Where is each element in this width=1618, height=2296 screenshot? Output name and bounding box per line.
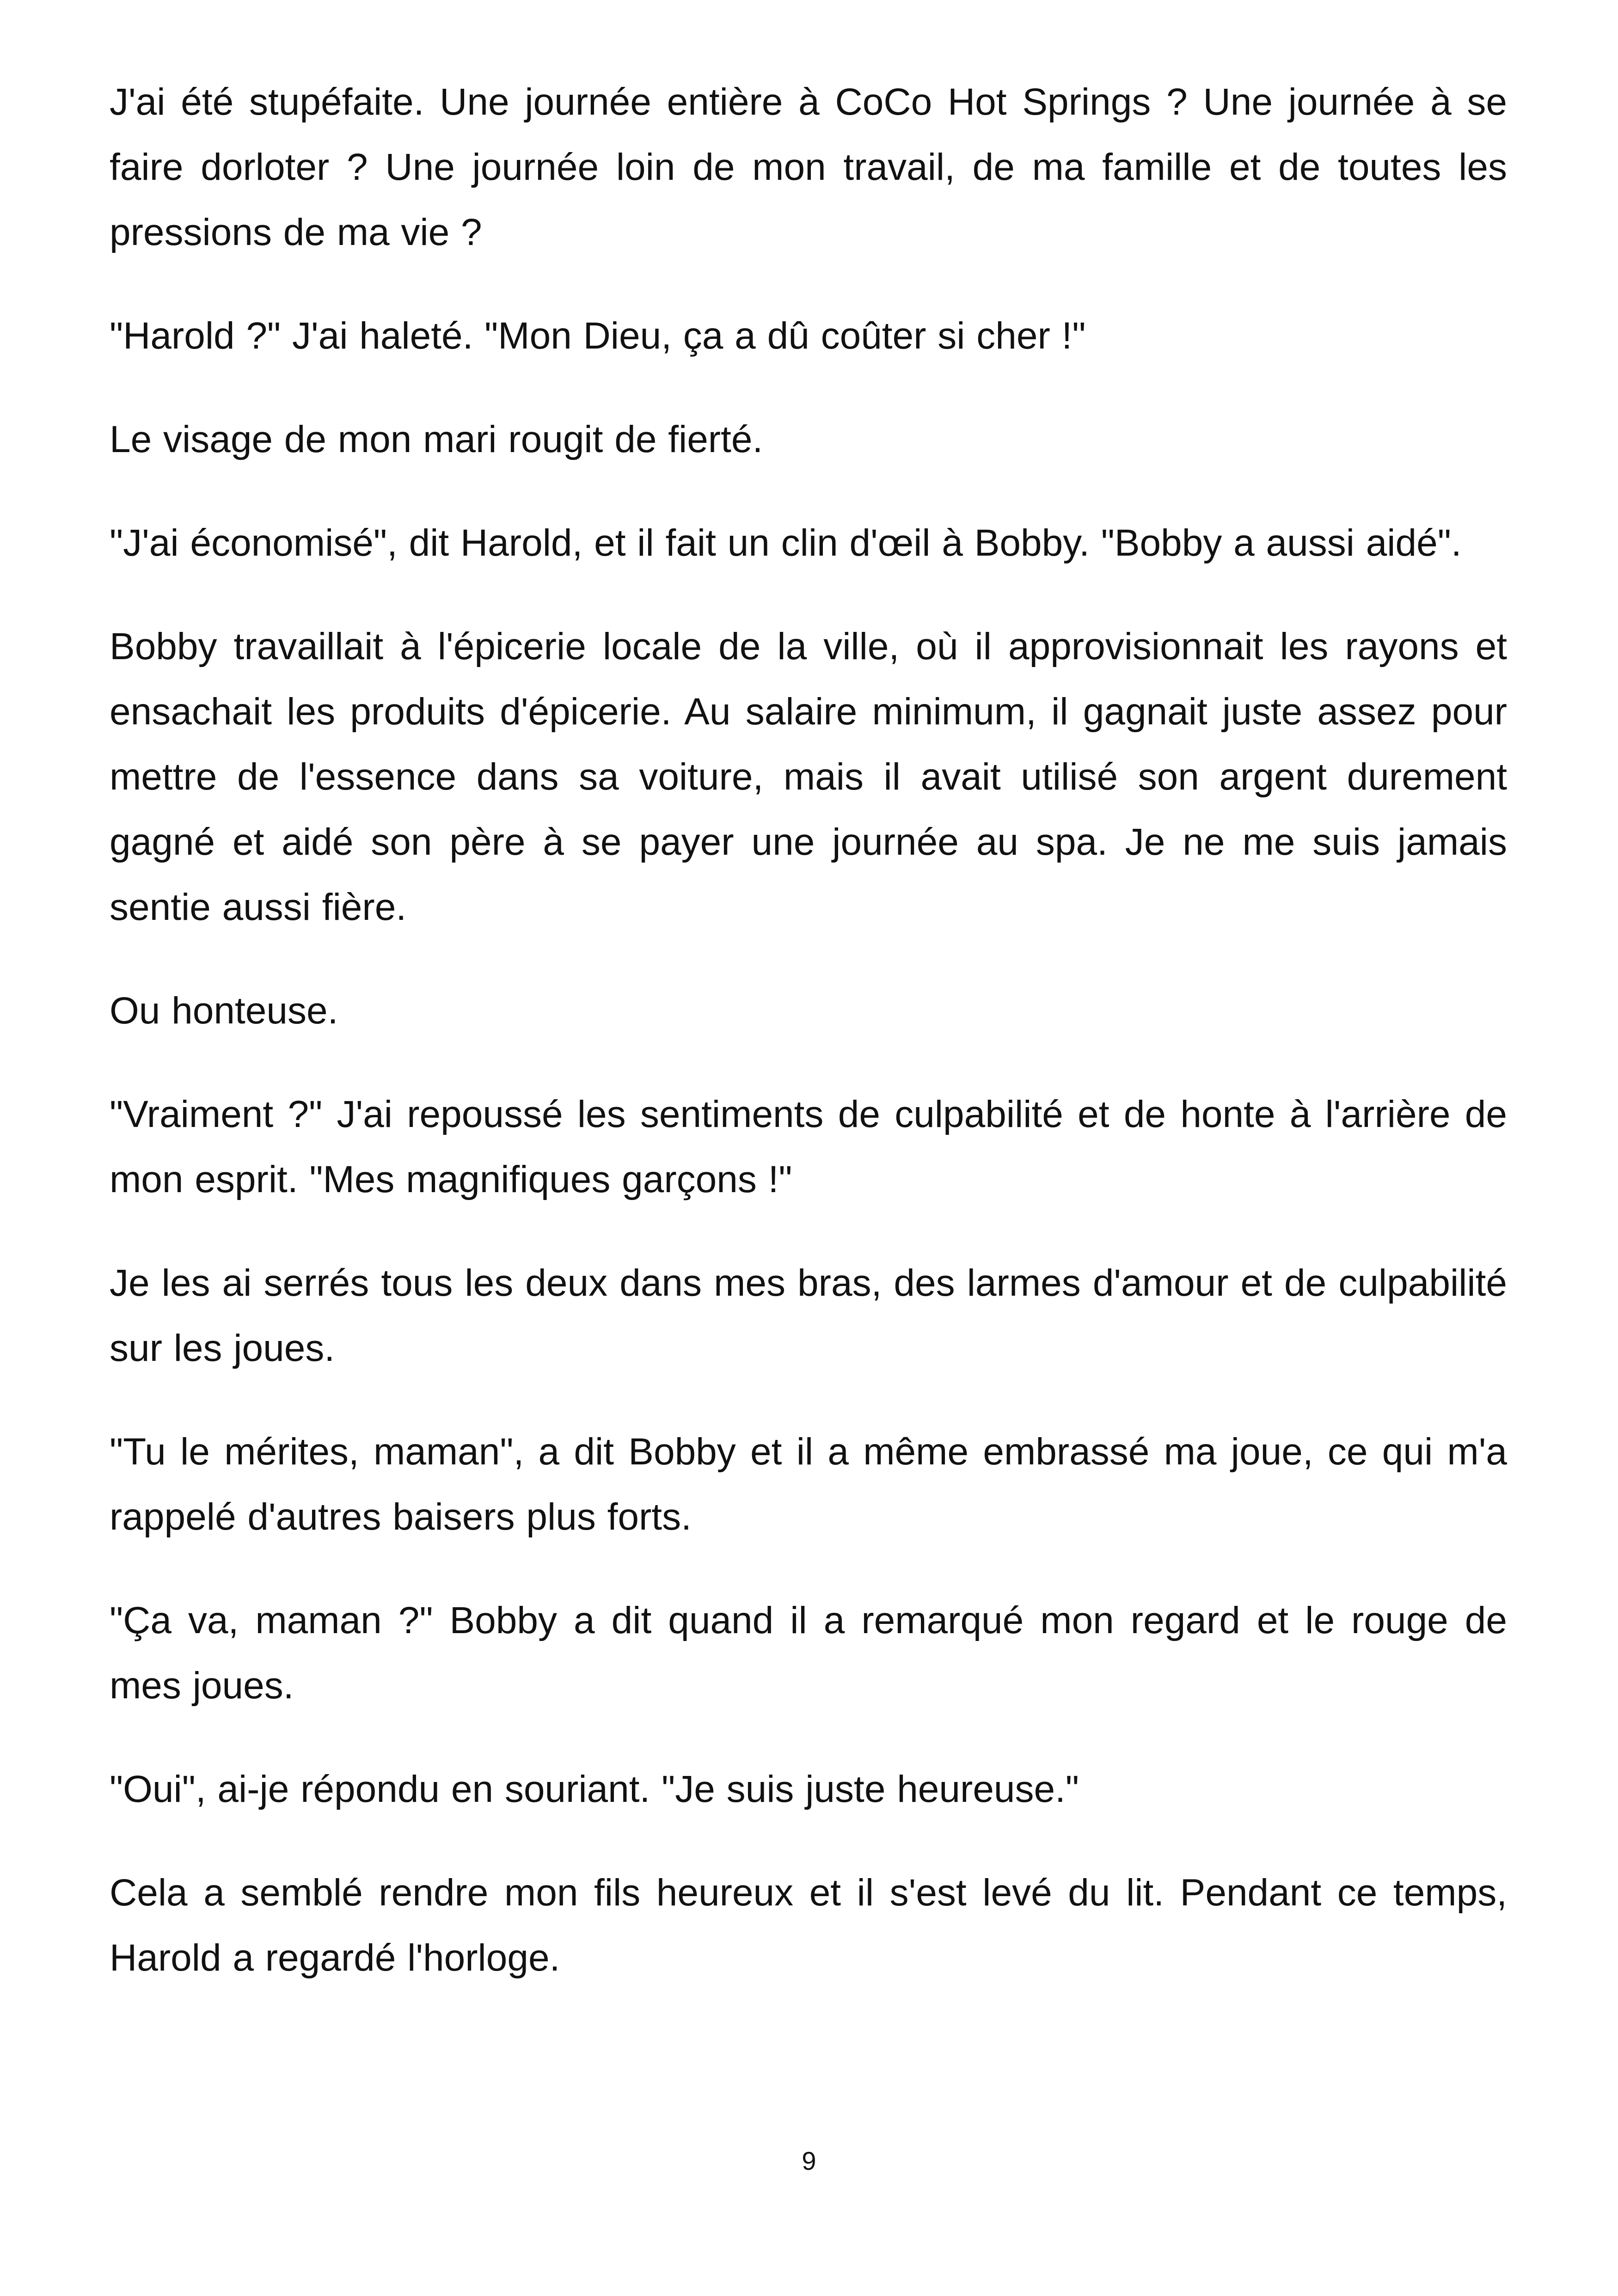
paragraph-10: "Ça va, maman ?" Bobby a dit quand il a remarqué mon regard et le rouge de mes joues. (110, 1599, 1507, 1707)
paragraph-7: "Vraiment ?" J'ai repoussé les sentiments de culpabilité et de honte à l'arrière de mon esprit. "Mes magnifiques garçons !" (110, 1093, 1507, 1200)
paragraph-4: "J'ai économisé", dit Harold, et il fait un clin d'œil à Bobby. "Bobby a aussi aidé". (110, 522, 1462, 564)
body-text (110, 69, 1507, 2029)
paragraph-6: Ou honteuse. (110, 990, 338, 1032)
paragraph-2: "Harold ?" J'ai haleté. "Mon Dieu, ça a dû coûter si cher !" (110, 315, 1086, 357)
page-number: 9 (802, 2146, 816, 2175)
paragraph-9: "Tu le mérites, maman", a dit Bobby et il a même embrassé ma joue, ce qui m'a rappelé d'autres baisers plus forts. (110, 1431, 1507, 1538)
paragraph-12: Cela a semblé rendre mon fils heureux et il s'est levé du lit. Pendant ce temps, Harold a regardé l'horloge. (110, 1872, 1507, 1979)
paragraph-1: J'ai été stupéfaite. Une journée entière à CoCo Hot Springs ? Une journée à se faire dorloter ? Une journée loin de mon travail, de ma famille et de toutes les pressions de ma vie ? (110, 81, 1507, 253)
paragraph-11: "Oui", ai-je répondu en souriant. "Je suis juste heureuse." (110, 1768, 1079, 1810)
paragraph-8: Je les ai serrés tous les deux dans mes bras, des larmes d'amour et de culpabilité sur les joues. (110, 1262, 1507, 1369)
paragraph-3: Le visage de mon mari rougit de fierté. (110, 418, 763, 460)
paragraph-5: Bobby travaillait à l'épicerie locale de la ville, où il approvisionnait les rayons et ensachait les produits d'épicerie. Au salaire minimum, il gagnait juste assez pour mettre de l'essence dans sa voiture, mais il avait utilisé son argent durement gagné et aidé son père à se payer une journée au spa. Je ne me suis jamais sentie aussi fière. (110, 625, 1507, 928)
